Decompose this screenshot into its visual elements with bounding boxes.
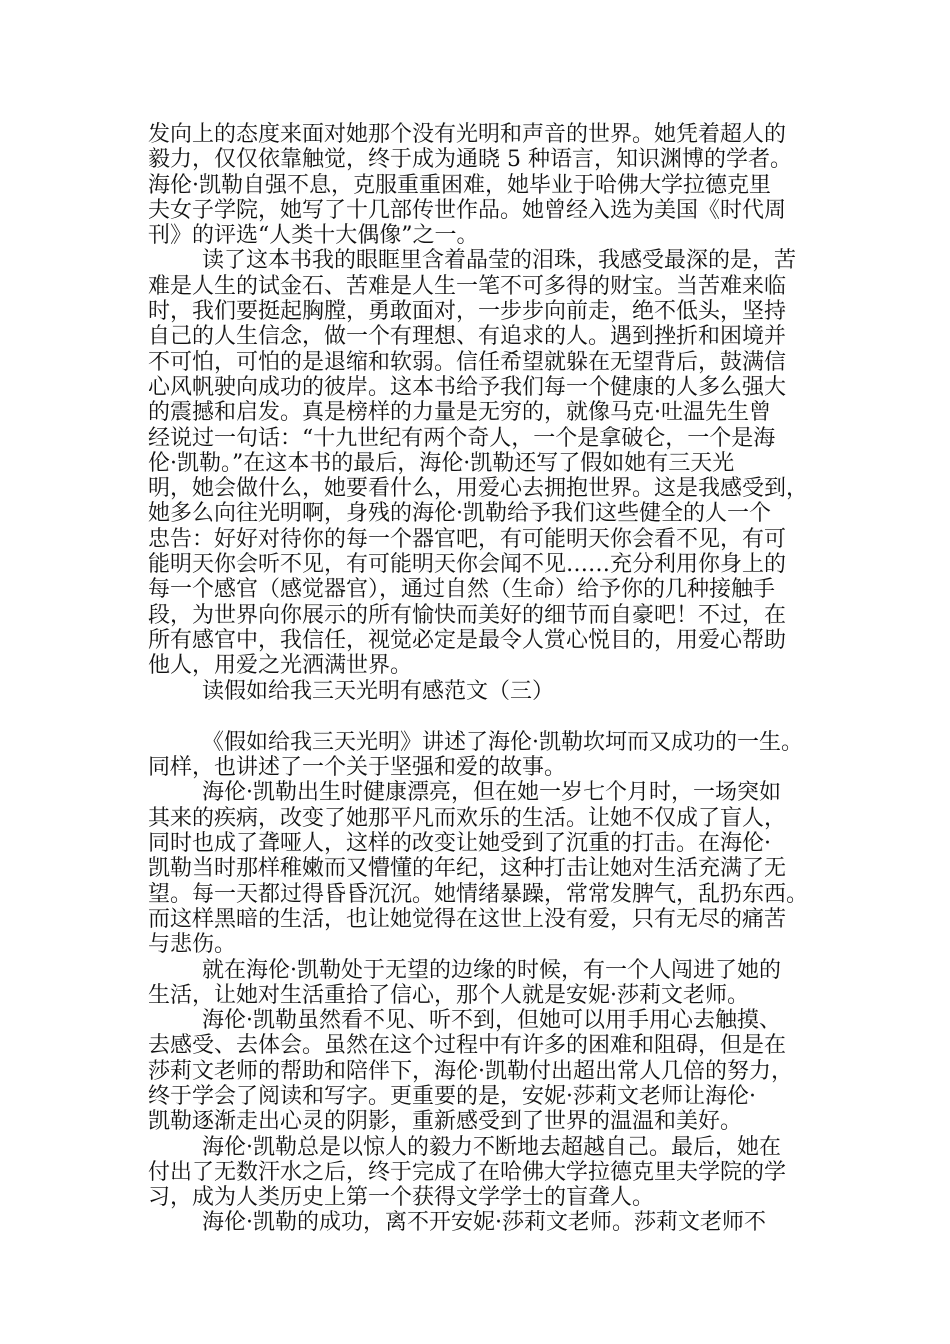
text-line: 付出了无数汗水之后，终于完成了在哈佛大学拉德克里夫学院的学 <box>148 1159 787 1185</box>
text-line: 其来的疾病，改变了她那平凡而欢乐的生活。让她不仅成了盲人， <box>148 805 787 831</box>
text-line: 凯勒逐渐走出心灵的阴影，重新感受到了世界的温温和美好。 <box>148 1109 743 1135</box>
text-line: 凯勒当时那样稚嫩而又懵懂的年纪，这种打击让她对生活充满了无 <box>148 856 787 882</box>
text-line: 就在海伦·凯勒处于无望的边缘的时候，有一个人闯进了她的 <box>202 957 781 983</box>
text-line: 难是人生的试金石、苦难是人生一笔不可多得的财宝。当苦难来临 <box>148 273 787 299</box>
text-line: 时，我们要挺起胸膛，勇敢面对，一步步向前走，绝不低头，坚持 <box>148 299 787 325</box>
text-line: 能明天你会听不见，有可能明天你会闻不见……充分利用你身上的 <box>148 552 787 578</box>
text-line: 莎莉文老师的帮助和陪伴下，海伦·凯勒付出超出常人几倍的努力， <box>148 1058 793 1084</box>
text-line: 《假如给我三天光明》讲述了海伦·凯勒坎坷而又成功的一生。 <box>202 729 803 755</box>
text-line: 海伦·凯勒的成功，离不开安妮·莎莉文老师。莎莉文老师不 <box>202 1210 766 1236</box>
text-line: 不可怕，可怕的是退缩和软弱。信任希望就躲在无望背后，鼓满信 <box>148 349 787 375</box>
text-line: 去感受、去体会。虽然在这个过程中有许多的困难和阻碍，但是在 <box>148 1033 787 1059</box>
text-line: 忠告：好好对待你的每一个器官吧，有可能明天你会看不见，有可 <box>148 526 787 552</box>
text-line: 的震撼和启发。真是榜样的力量是无穷的，就像马克·吐温先生曾 <box>148 400 771 426</box>
text-line: 自己的人生信念，做一个有理想、有追求的人。遇到挫折和困境并 <box>148 324 787 350</box>
text-line: 海伦·凯勒虽然看不见、听不到，但她可以用手用心去触摸、 <box>202 1008 781 1034</box>
text-line: 心风帆驶向成功的彼岸。这本书给予我们每一个健康的人多么强大 <box>148 374 787 400</box>
text-line: 段，为世界向你展示的所有愉快而美好的细节而自豪吧！不过，在 <box>148 602 787 628</box>
text-line: 发向上的态度来面对她那个没有光明和声音的世界。她凭着超人的 <box>148 122 787 147</box>
text-line: 毅力，仅仅依靠触觉，终于成为通晓 5 种语言，知识渊博的学者。 <box>148 147 792 173</box>
text-line: 他人，用爱之光洒满世界。 <box>148 653 413 679</box>
text-line: 刊》的评选“人类十大偶像”之一。 <box>148 223 479 249</box>
text-line: 海伦·凯勒总是以惊人的毅力不断地去超越自己。最后，她在 <box>202 1134 781 1160</box>
text-line: 明，她会做什么，她要看什么，用爱心去拥抱世界。这是我感受到， <box>148 476 809 502</box>
text-line: 与悲伤。 <box>148 932 237 958</box>
text-line: 终于学会了阅读和写字。更重要的是，安妮·莎莉文老师让海伦· <box>148 1083 756 1109</box>
text-line: 读假如给我三天光明有感范文（三） <box>202 678 555 704</box>
text-line: 海伦·凯勒自强不息，克服重重困难，她毕业于哈佛大学拉德克里 <box>148 172 771 198</box>
text-line: 同时也成了聋哑人，这样的改变让她受到了沉重的打击。在海伦· <box>148 831 771 857</box>
text-line: 望。每一天都过得昏昏沉沉。她情绪暴躁，常常发脾气，乱扔东西。 <box>148 881 809 907</box>
text-line: 生活，让她对生活重拾了信心，那个人就是安妮·莎莉文老师。 <box>148 982 749 1008</box>
text-line: 伦·凯勒。”在这本书的最后，海伦·凯勒还写了假如她有三天光 <box>148 450 735 476</box>
text-line: 读了这本书我的眼眶里含着晶莹的泪珠，我感受最深的是，苦 <box>202 248 797 274</box>
text-line: 而这样黑暗的生活，也让她觉得在这世上没有爱，只有无尽的痛苦 <box>148 906 787 932</box>
text-line: 同样，也讲述了一个关于坚强和爱的故事。 <box>148 755 567 781</box>
text-line: 每一个感官（感觉器官），通过自然（生命）给予你的几种接触手 <box>148 577 776 603</box>
text-line: 海伦·凯勒出生时健康漂亮，但在她一岁七个月时，一场突如 <box>202 780 781 806</box>
text-line: 所有感官中，我信任，视觉必定是最令人赏心悦目的，用爱心帮助 <box>148 627 787 653</box>
text-line: 她多么向往光明啊，身残的海伦·凯勒给予我们这些健全的人一个 <box>148 501 771 527</box>
text-line: 经说过一句话：“十九世纪有两个奇人，一个是拿破仑，一个是海 <box>148 425 776 451</box>
blank-line <box>0 704 950 730</box>
document-body <box>0 122 950 1236</box>
text-line: 夫女子学院，她写了十几部传世作品。她曾经入选为美国《时代周 <box>148 197 787 223</box>
text-line: 习，成为人类历史上第一个获得文学学士的盲聋人。 <box>148 1185 655 1211</box>
